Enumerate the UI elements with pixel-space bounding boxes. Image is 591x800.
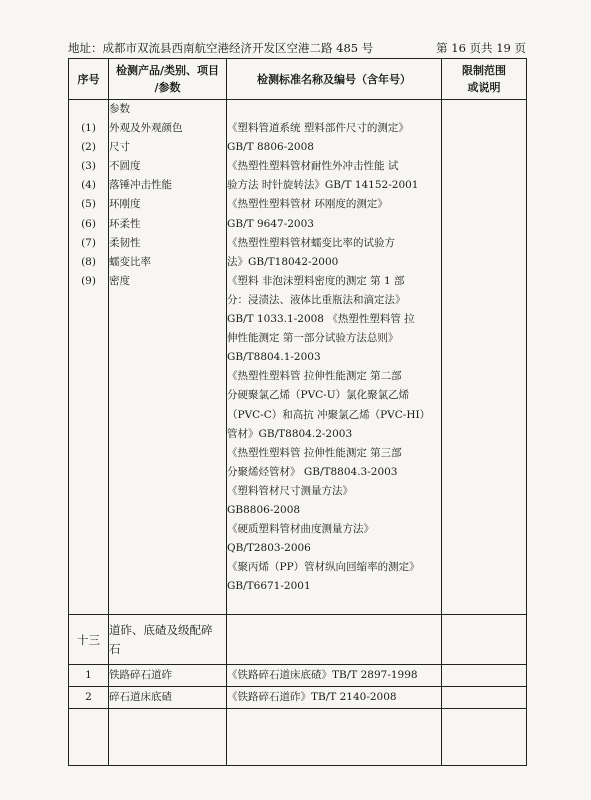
standard-line: 验方法 时针旋转法》GB/T 14152-2001 <box>227 179 419 192</box>
header-limit-line2: 或说明 <box>467 81 501 94</box>
standard-line: GB/T6671-2001 <box>227 580 311 593</box>
header-limit <box>442 59 527 100</box>
block1-numbers <box>69 100 109 615</box>
block1-item: 尺寸 <box>109 141 130 154</box>
header-limit-line1: 限制范围 <box>462 64 506 77</box>
table-header-row <box>69 59 527 100</box>
block1-no: (8) <box>81 255 96 268</box>
row-item: 碎石道床底碴 <box>109 687 227 709</box>
standard-line: GB/T8804.1-2003 <box>227 351 321 364</box>
standard-line: GB/T 9647-2003 <box>227 217 314 230</box>
standard-line: GB8806-2008 <box>227 503 301 516</box>
standard-line: 《聚丙烯（PP）管材纵向回缩率的测定》 <box>227 561 420 574</box>
standard-line: QB/T2803-2006 <box>227 542 311 555</box>
standard-line: 《塑料 非泡沫塑料密度的测定 第 1 部 <box>227 274 405 287</box>
row-no: 1 <box>69 665 109 687</box>
block1-item: 参数 <box>109 103 130 115</box>
header-no: 序号 <box>69 59 109 100</box>
row-standard: 《铁路碎石道床底碴》TB/T 2897-1998 <box>227 665 442 687</box>
table-row <box>69 665 527 687</box>
block1-no: (2) <box>81 141 96 154</box>
address-text: 地址：成都市双流县西南航空港经济开发区空港二路 485 号 <box>68 41 374 55</box>
standard-line: 《硬质塑料管材曲度测量方法》 <box>227 523 374 536</box>
row-standard: 《铁路碎石道砟》TB/T 2140-2008 <box>227 687 442 709</box>
block1-item: 外观及外观颜色 <box>109 122 183 135</box>
block1-standards <box>227 100 442 615</box>
standard-line: 《塑料管材尺寸测量方法》 <box>227 484 353 497</box>
standard-line: 分聚烯烃管材》 GB/T8804.3-2003 <box>227 465 398 478</box>
standard-line: 《热塑性塑料管 拉伸性能测定 第二部 <box>227 370 402 383</box>
block1-no: (9) <box>81 274 96 287</box>
standard-line: 分：浸渍法、液体比重瓶法和滴定法》 <box>227 293 406 306</box>
section-13-standard <box>227 615 442 665</box>
section-13-number: 十三 <box>69 615 109 665</box>
block1-item: 不圆度 <box>109 160 141 173</box>
block1-limit <box>442 100 527 615</box>
row-no: 2 <box>69 687 109 709</box>
header-item <box>109 59 227 100</box>
empty-cell <box>227 709 442 766</box>
standard-line: 伸性能测定 第一部分试验方法总则》 <box>227 332 399 345</box>
block1-item: 环柔性 <box>109 217 141 230</box>
standard-line: 《热塑性塑料管材 环刚度的测定》 <box>227 198 388 211</box>
block1-no: (4) <box>81 179 96 192</box>
standard-line: 《热塑性塑料管材蠕变比率的试验方 <box>227 236 395 249</box>
block1-no: (1) <box>81 122 96 135</box>
section-13-limit <box>442 615 527 665</box>
block1-no <box>69 100 108 119</box>
header-item-line1: 检测产品/类别、项目 <box>115 64 220 77</box>
standard-line: 管材》GB/T8804.2-2003 <box>227 427 353 440</box>
block1-no: (5) <box>81 198 96 211</box>
block1-item: 环刚度 <box>109 198 141 211</box>
standard-line: GB/T 1033.1-2008 《热塑性塑料管 拉 <box>227 313 415 326</box>
standard-line: 《塑料管道系统 塑料部件尺寸的测定》 <box>227 122 409 135</box>
section-13-title <box>109 615 227 665</box>
standard-line: （PVC-C）和高抗 冲聚氯乙烯（PVC-HI） <box>227 408 431 421</box>
block1-item: 蠕变比率 <box>109 255 151 268</box>
table-row-block1 <box>69 100 527 615</box>
block1-item: 柔韧性 <box>109 236 141 249</box>
section-13-row <box>69 615 527 665</box>
row-item: 铁路碎石道砟 <box>109 665 227 687</box>
test-standards-table <box>68 58 527 766</box>
row-limit <box>442 665 527 687</box>
table-row <box>69 687 527 709</box>
standard-line: GB/T 8806-2008 <box>227 141 314 154</box>
page-header <box>68 40 526 58</box>
row-limit <box>442 687 527 709</box>
empty-row <box>69 709 527 766</box>
empty-cell <box>442 709 527 766</box>
block1-item: 落锤冲击性能 <box>109 179 172 192</box>
empty-cell <box>109 709 227 766</box>
standard-line: 《热塑性塑料管 拉伸性能测定 第三部 <box>227 446 402 459</box>
standard-line <box>227 100 441 119</box>
header-item-line2: /参数 <box>154 81 181 94</box>
block1-item: 密度 <box>109 274 130 287</box>
section-13-title-line1: 道砟、底碴及级配碎 <box>109 622 213 637</box>
section-13-title-line2: 石 <box>109 641 121 656</box>
standard-line: 分硬聚氯乙烯（PVC-U）氯化聚氯乙烯 <box>227 389 410 402</box>
block1-no: (7) <box>81 236 96 249</box>
standard-line: 《热塑性塑料管材耐性外冲击性能 试 <box>227 160 399 173</box>
block1-no: (6) <box>81 217 96 230</box>
header-standard: 检测标准名称及编号（含年号） <box>227 59 442 100</box>
standard-line: 法》GB/T18042-2000 <box>227 255 339 268</box>
block1-no: (3) <box>81 160 96 173</box>
page-number: 第 16 页共 19 页 <box>436 41 526 55</box>
block1-items <box>109 100 227 615</box>
empty-cell <box>69 709 109 766</box>
